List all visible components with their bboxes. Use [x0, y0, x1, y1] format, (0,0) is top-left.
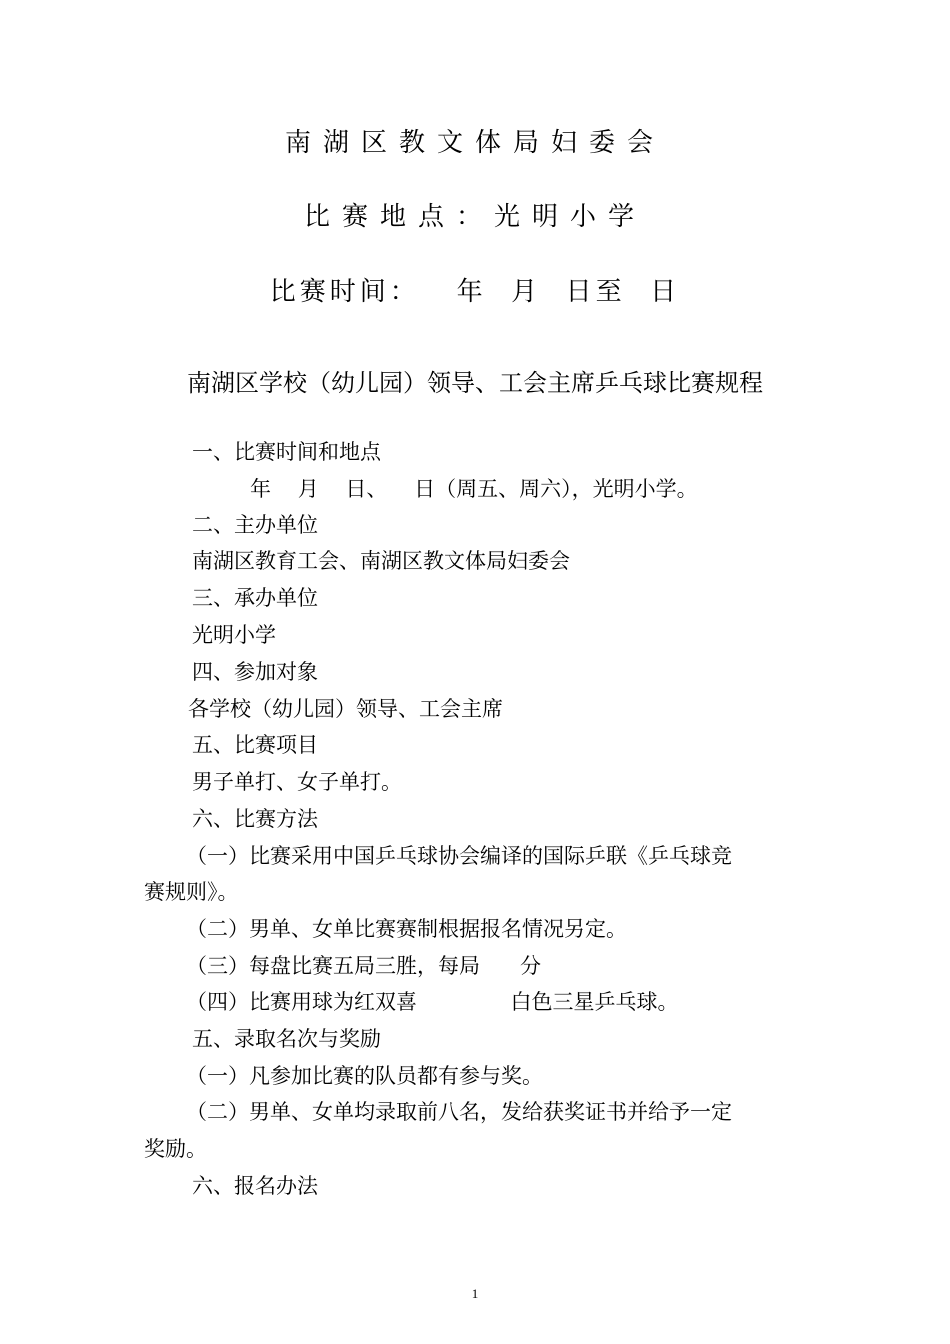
section-heading: 六、比赛方法	[192, 807, 318, 831]
section-heading: 五、录取名次与奖励	[192, 1027, 381, 1051]
header-time: 比赛时间： 年 月 日至 日	[269, 277, 681, 307]
paragraph-line: （一）凡参加比赛的队员都有参与奖。	[186, 1064, 543, 1088]
section-heading: 四、参加对象	[192, 660, 318, 684]
paragraph-line: 赛规则》。	[144, 880, 239, 904]
paragraph-line: 年 月 日、 日（周五、周六），光明小学。	[250, 477, 698, 501]
paragraph-line: （四）比赛用球为红双喜 白色三星乒乓球。	[186, 990, 679, 1014]
paragraph-line: 南湖区教育工会、南湖区教文体局妇委会	[192, 549, 570, 573]
section-heading: 六、报名办法	[192, 1174, 318, 1198]
section-heading: 一、比赛时间和地点	[192, 440, 381, 464]
header-organizer: 南湖区教文体局妇委会	[284, 128, 665, 158]
section-heading: 五、比赛项目	[192, 733, 318, 757]
paragraph-line: （二）男单、女单均录取前八名，发给获奖证书并给予一定	[186, 1100, 732, 1124]
paragraph-line: 各学校（幼儿园）领导、工会主席	[188, 697, 503, 721]
section-heading: 二、主办单位	[192, 513, 318, 537]
header-venue: 比赛地点：光明小学	[303, 202, 646, 232]
section-heading: 三、承办单位	[192, 586, 318, 610]
page-number: 1	[471, 1286, 479, 1301]
paragraph-line: （三）每盘比赛五局三胜，每局 分	[186, 954, 542, 978]
paragraph-line: 男子单打、女子单打。	[192, 770, 402, 794]
paragraph-line: （二）男单、女单比赛赛制根据报名情况另定。	[186, 917, 627, 941]
paragraph-line: 奖励。	[144, 1137, 207, 1161]
paragraph-line: （一）比赛采用中国乒乓球协会编译的国际乒联《乒乓球竞	[186, 844, 732, 868]
document-title: 南湖区学校（幼儿园）领导、工会主席乒乓球比赛规程	[187, 369, 763, 397]
paragraph-line: 光明小学	[192, 623, 276, 647]
